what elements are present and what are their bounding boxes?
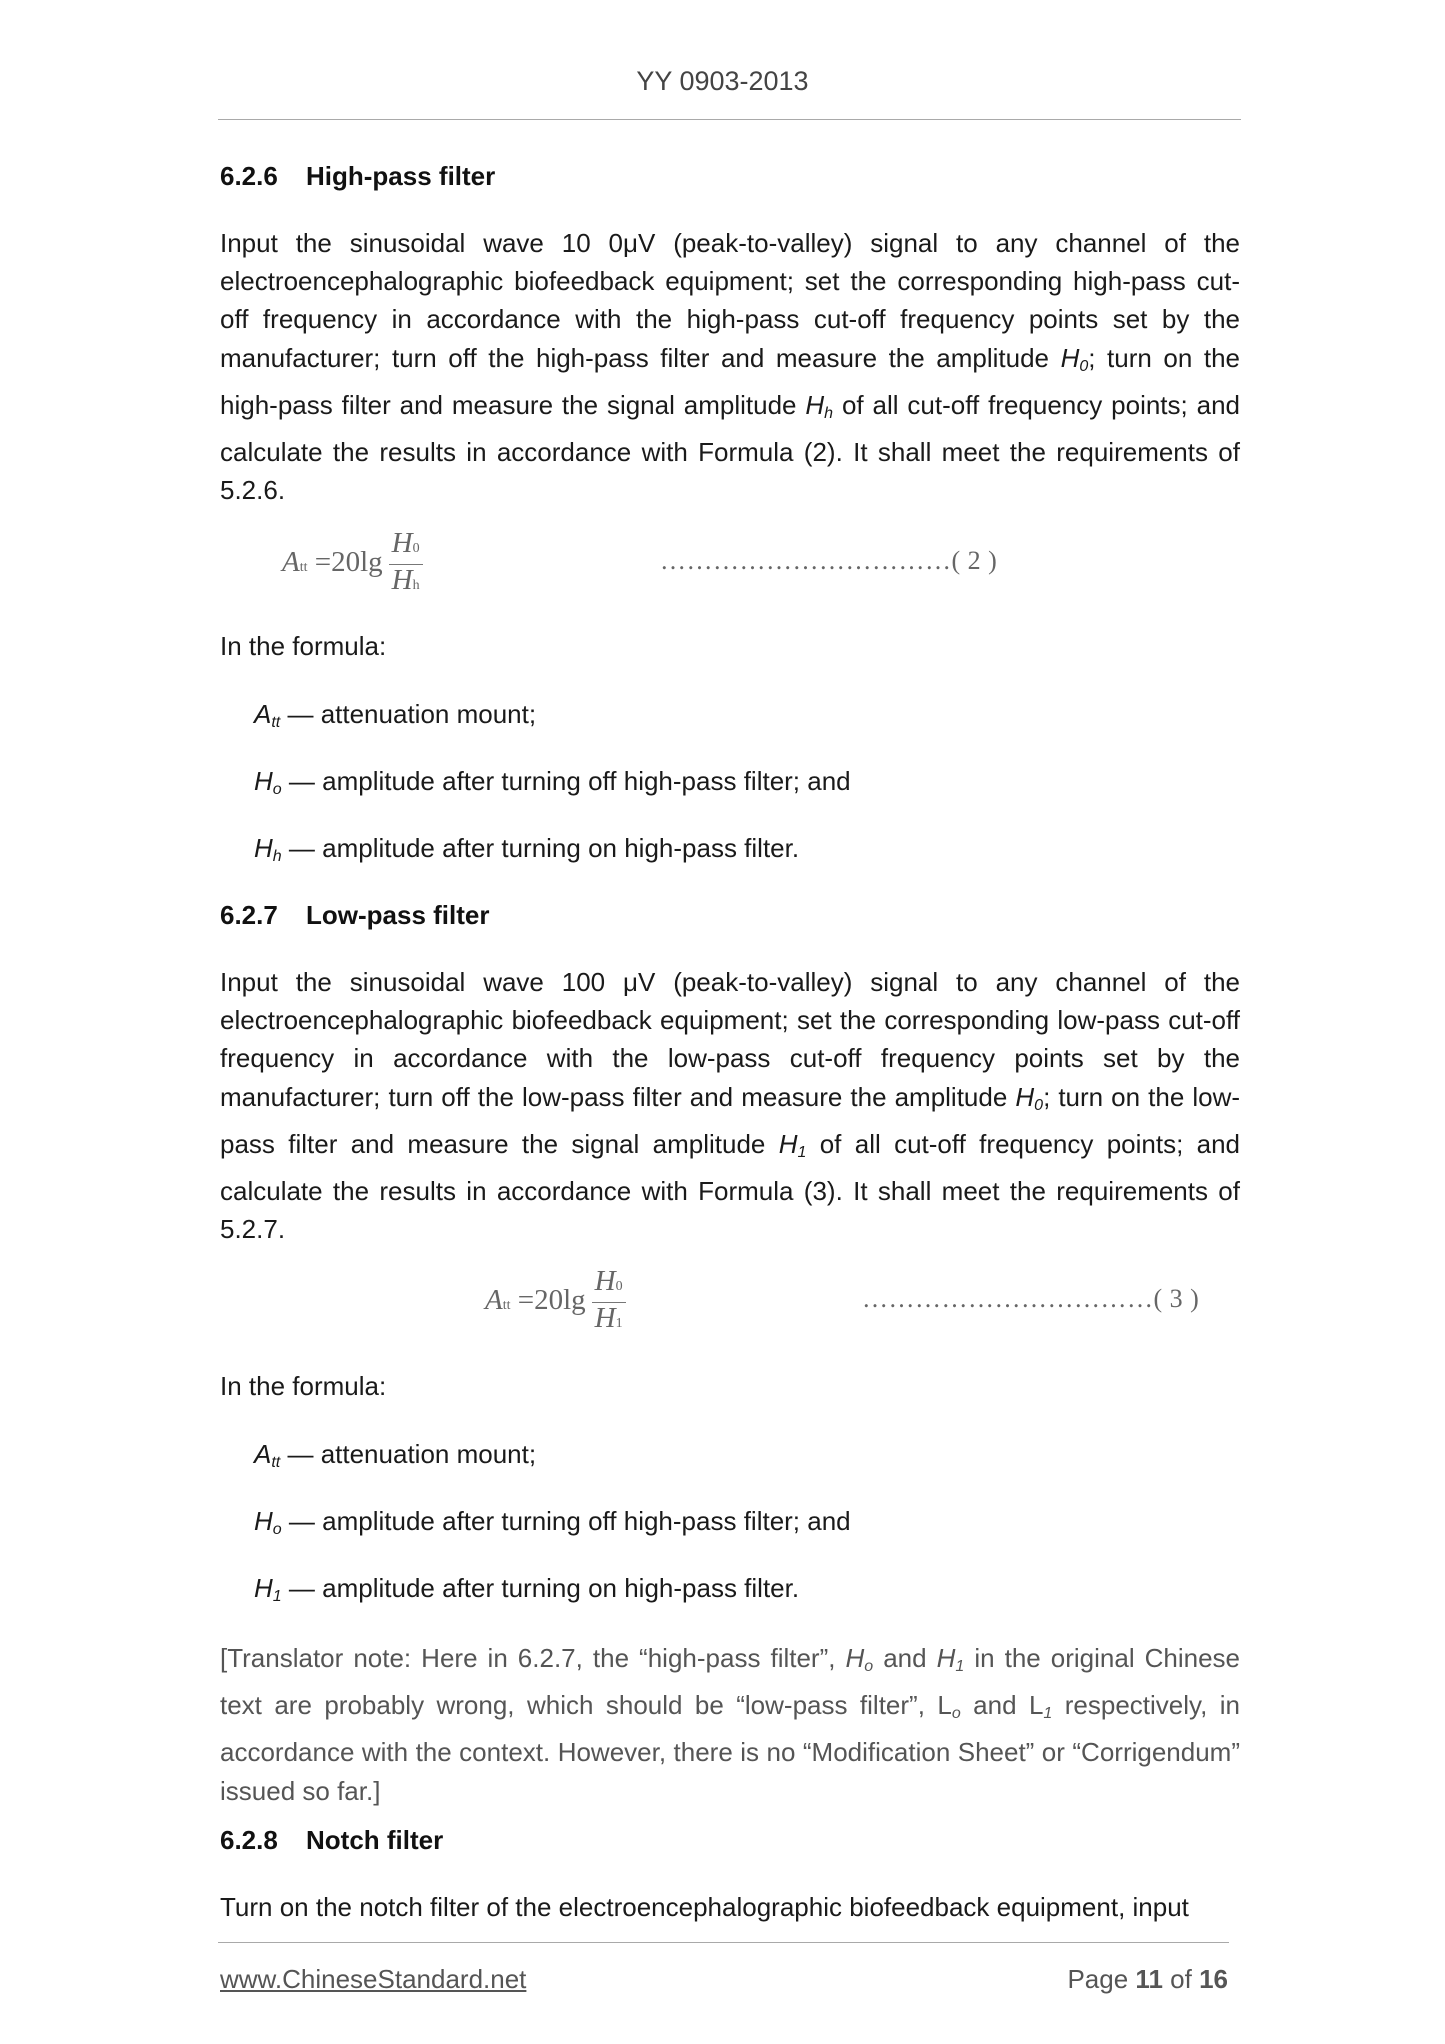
translator-note: [Translator note: Here in 6.2.7, the “high-pass filter”, $H_o$ and $H_1$ in the original Chinese text are probably wrong, which should be “low-pass filter”, $L_o$ and $L_1$ respectively, in accordance with the context. However, there is no “Modification Sheet” or “Corrigendum” issued so far.] — [220, 1643, 1241, 1806]
section-heading-6-2-6 — [220, 161, 495, 192]
var-h0: H — [1015, 1081, 1035, 1112]
section-title: High-pass filter — [306, 161, 496, 191]
footer-page-number: Page 11 of 16 — [1067, 1964, 1228, 1994]
footer-divider — [218, 1942, 1229, 1943]
formula-3-fraction: $\frac{H0}{H1}$ — [592, 1266, 626, 1339]
section-number: 6.2.8 — [220, 1825, 278, 1855]
formula-3-leader: ……………………………( 3 ) — [862, 1284, 1200, 1313]
definition-hh: $H_h$ — amplitude after turning on high-pass filter. — [254, 833, 800, 865]
formula-2-leader: ……………………………( 2 ) — [660, 546, 998, 575]
section-title: Notch filter — [306, 1825, 444, 1855]
section-heading-6-2-8 — [220, 1825, 443, 1856]
var-h0: H — [1060, 342, 1080, 373]
section-heading-6-2-7 — [220, 900, 489, 931]
definition-att: $A_{tt}$ — attenuation mount; — [254, 1439, 537, 1471]
formula-2-label: ( 2 ) — [951, 546, 998, 575]
formula-3-label: ( 3 ) — [1153, 1284, 1200, 1313]
section-6-2-8-paragraph: Turn on the notch filter of the electroencephalographic biofeedback equipment, input — [220, 1892, 1189, 1922]
section-6-2-6-paragraph: Input the sinusoidal wave 10 0μV (peak-to-valley) signal to any channel of the electroencephalographic biofeedback equipment; set the corresponding high-pass cut-off frequency in accordance with the high-pass cut-off frequency points set by the manufacturer; turn off the high-pass filter and measure the amplitude $H_0$; turn on the high-pass filter and measure the signal amplitude $H_h$ of all cut-off frequency points; and calculate the results in accordance with Formula (2). It shall meet the requirements of 5.2.6. — [220, 228, 1241, 506]
in-formula-label: In the formula: — [220, 1371, 387, 1401]
section-6-2-7-paragraph: Input the sinusoidal wave 100 μV (peak-to-valley) signal to any channel of the electroencephalographic biofeedback equipment; set the corresponding low-pass cut-off frequency in accordance with the low-pass cut-off frequency points set by the manufacturer; turn off the low-pass filter and measure the amplitude $H_0$; turn on the low-pass filter and measure the signal amplitude $H_1$ of all cut-off frequency points; and calculate the results in accordance with Formula (3). It shall meet the requirements of 5.2.7. — [220, 967, 1241, 1245]
in-formula-label: In the formula: — [220, 631, 387, 661]
section-number: 6.2.7 — [220, 900, 278, 930]
formula-3: Att =20lg $\frac{H0}{H1}$ — [485, 1266, 626, 1339]
footer-website-link[interactable]: www.ChineseStandard.net — [220, 1964, 527, 1994]
header-divider — [218, 119, 1241, 120]
definition-ho: $H_o$ — amplitude after turning off high-pass filter; and — [254, 1506, 851, 1538]
page-header-standard-code: YY 0903-2013 — [636, 66, 809, 96]
section-title: Low-pass filter — [306, 900, 490, 930]
var-hh: H — [805, 389, 825, 420]
section-number: 6.2.6 — [220, 161, 278, 191]
definition-h1: $H_1$ — amplitude after turning on high-pass filter. — [254, 1573, 800, 1605]
formula-2-fraction: $\frac{H0}{Hh}$ — [389, 528, 423, 601]
definition-ho: $H_o$ — amplitude after turning off high-pass filter; and — [254, 766, 851, 798]
definition-att: $A_{tt}$ — attenuation mount; — [254, 699, 537, 731]
var-h1: H — [778, 1128, 798, 1159]
formula-2: Att =20lg $\frac{H0}{Hh}$ — [282, 528, 423, 601]
